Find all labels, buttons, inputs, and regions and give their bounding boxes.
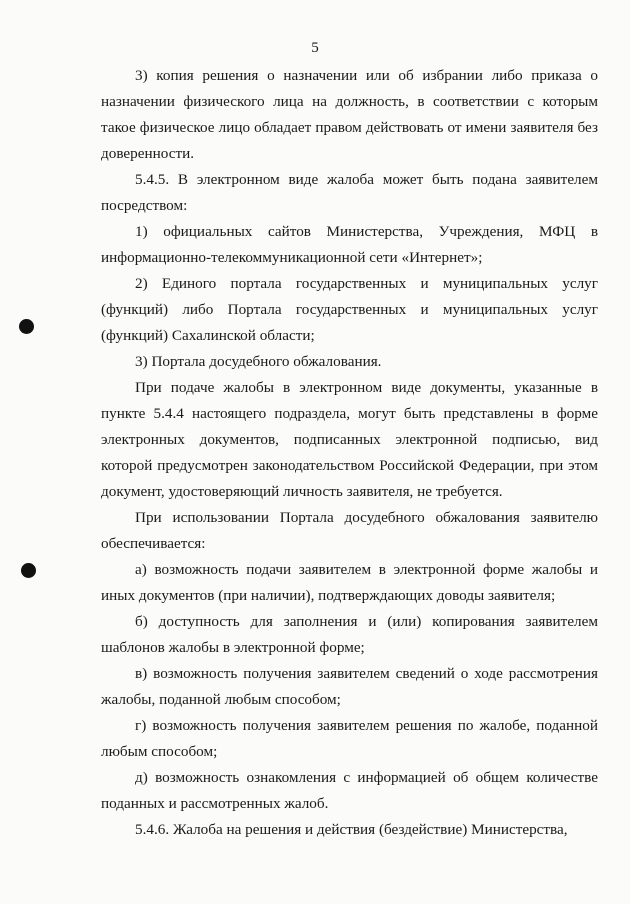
paragraph-appeal-portal: 3) Портала досудебного обжалования. [135, 353, 382, 370]
list-item-b: б) доступность для заполнения и (или) копирования заявителем шаблонов жалобы в электронной форме; [101, 613, 598, 656]
binder-hole-upper [19, 319, 34, 334]
paragraph-5-4-6: 5.4.6. Жалоба на решения и действия (бездействие) Министерства, [135, 821, 568, 838]
list-item-a: а) возможность подачи заявителем в электронной форме жалобы и иных документов (при наличии), подтверждающих доводы заявителя; [101, 561, 598, 604]
list-item-v: в) возможность получения заявителем сведений о ходе рассмотрения жалобы, поданной любым способом; [101, 665, 598, 708]
paragraph-portal-usage: При использовании Портала досудебного обжалования заявителю обеспечивается: [101, 509, 598, 552]
document-body [101, 63, 598, 843]
paragraph-official-sites: 1) официальных сайтов Министерства, Учреждения, МФЦ в информационно-телекоммуникационной сети «Интернет»; [101, 223, 598, 266]
paragraph-copy-decision: 3) копия решения о назначении или об избрании либо приказа о назначении физического лица на должность, в соответствии с которым такое физическое лицо обладает правом действовать от имени заявителя без доверенности. [101, 67, 598, 162]
list-item-d: д) возможность ознакомления с информацией об общем количестве поданных и рассмотренных жалоб. [101, 769, 598, 812]
list-item-g: г) возможность получения заявителем решения по жалобе, поданной любым способом; [101, 717, 598, 760]
paragraph-electronic-documents: При подаче жалобы в электронном виде документы, указанные в пункте 5.4.4 настоящего подраздела, могут быть представлены в форме электронных документов, подписанных электронной подписью, вид которой предусмотрен законодательством Российской Федерации, при этом документ, удостоверяющий личность заявителя, не требуется. [101, 379, 598, 500]
binder-hole-lower [21, 563, 36, 578]
paragraph-unified-portal: 2) Единого портала государственных и муниципальных услуг (функций) либо Портала государственных и муниципальных услуг (функций) Сахалинской области; [101, 275, 598, 344]
paragraph-5-4-5: 5.4.5. В электронном виде жалоба может быть подана заявителем посредством: [101, 171, 598, 214]
page-number: 5 [311, 40, 319, 56]
